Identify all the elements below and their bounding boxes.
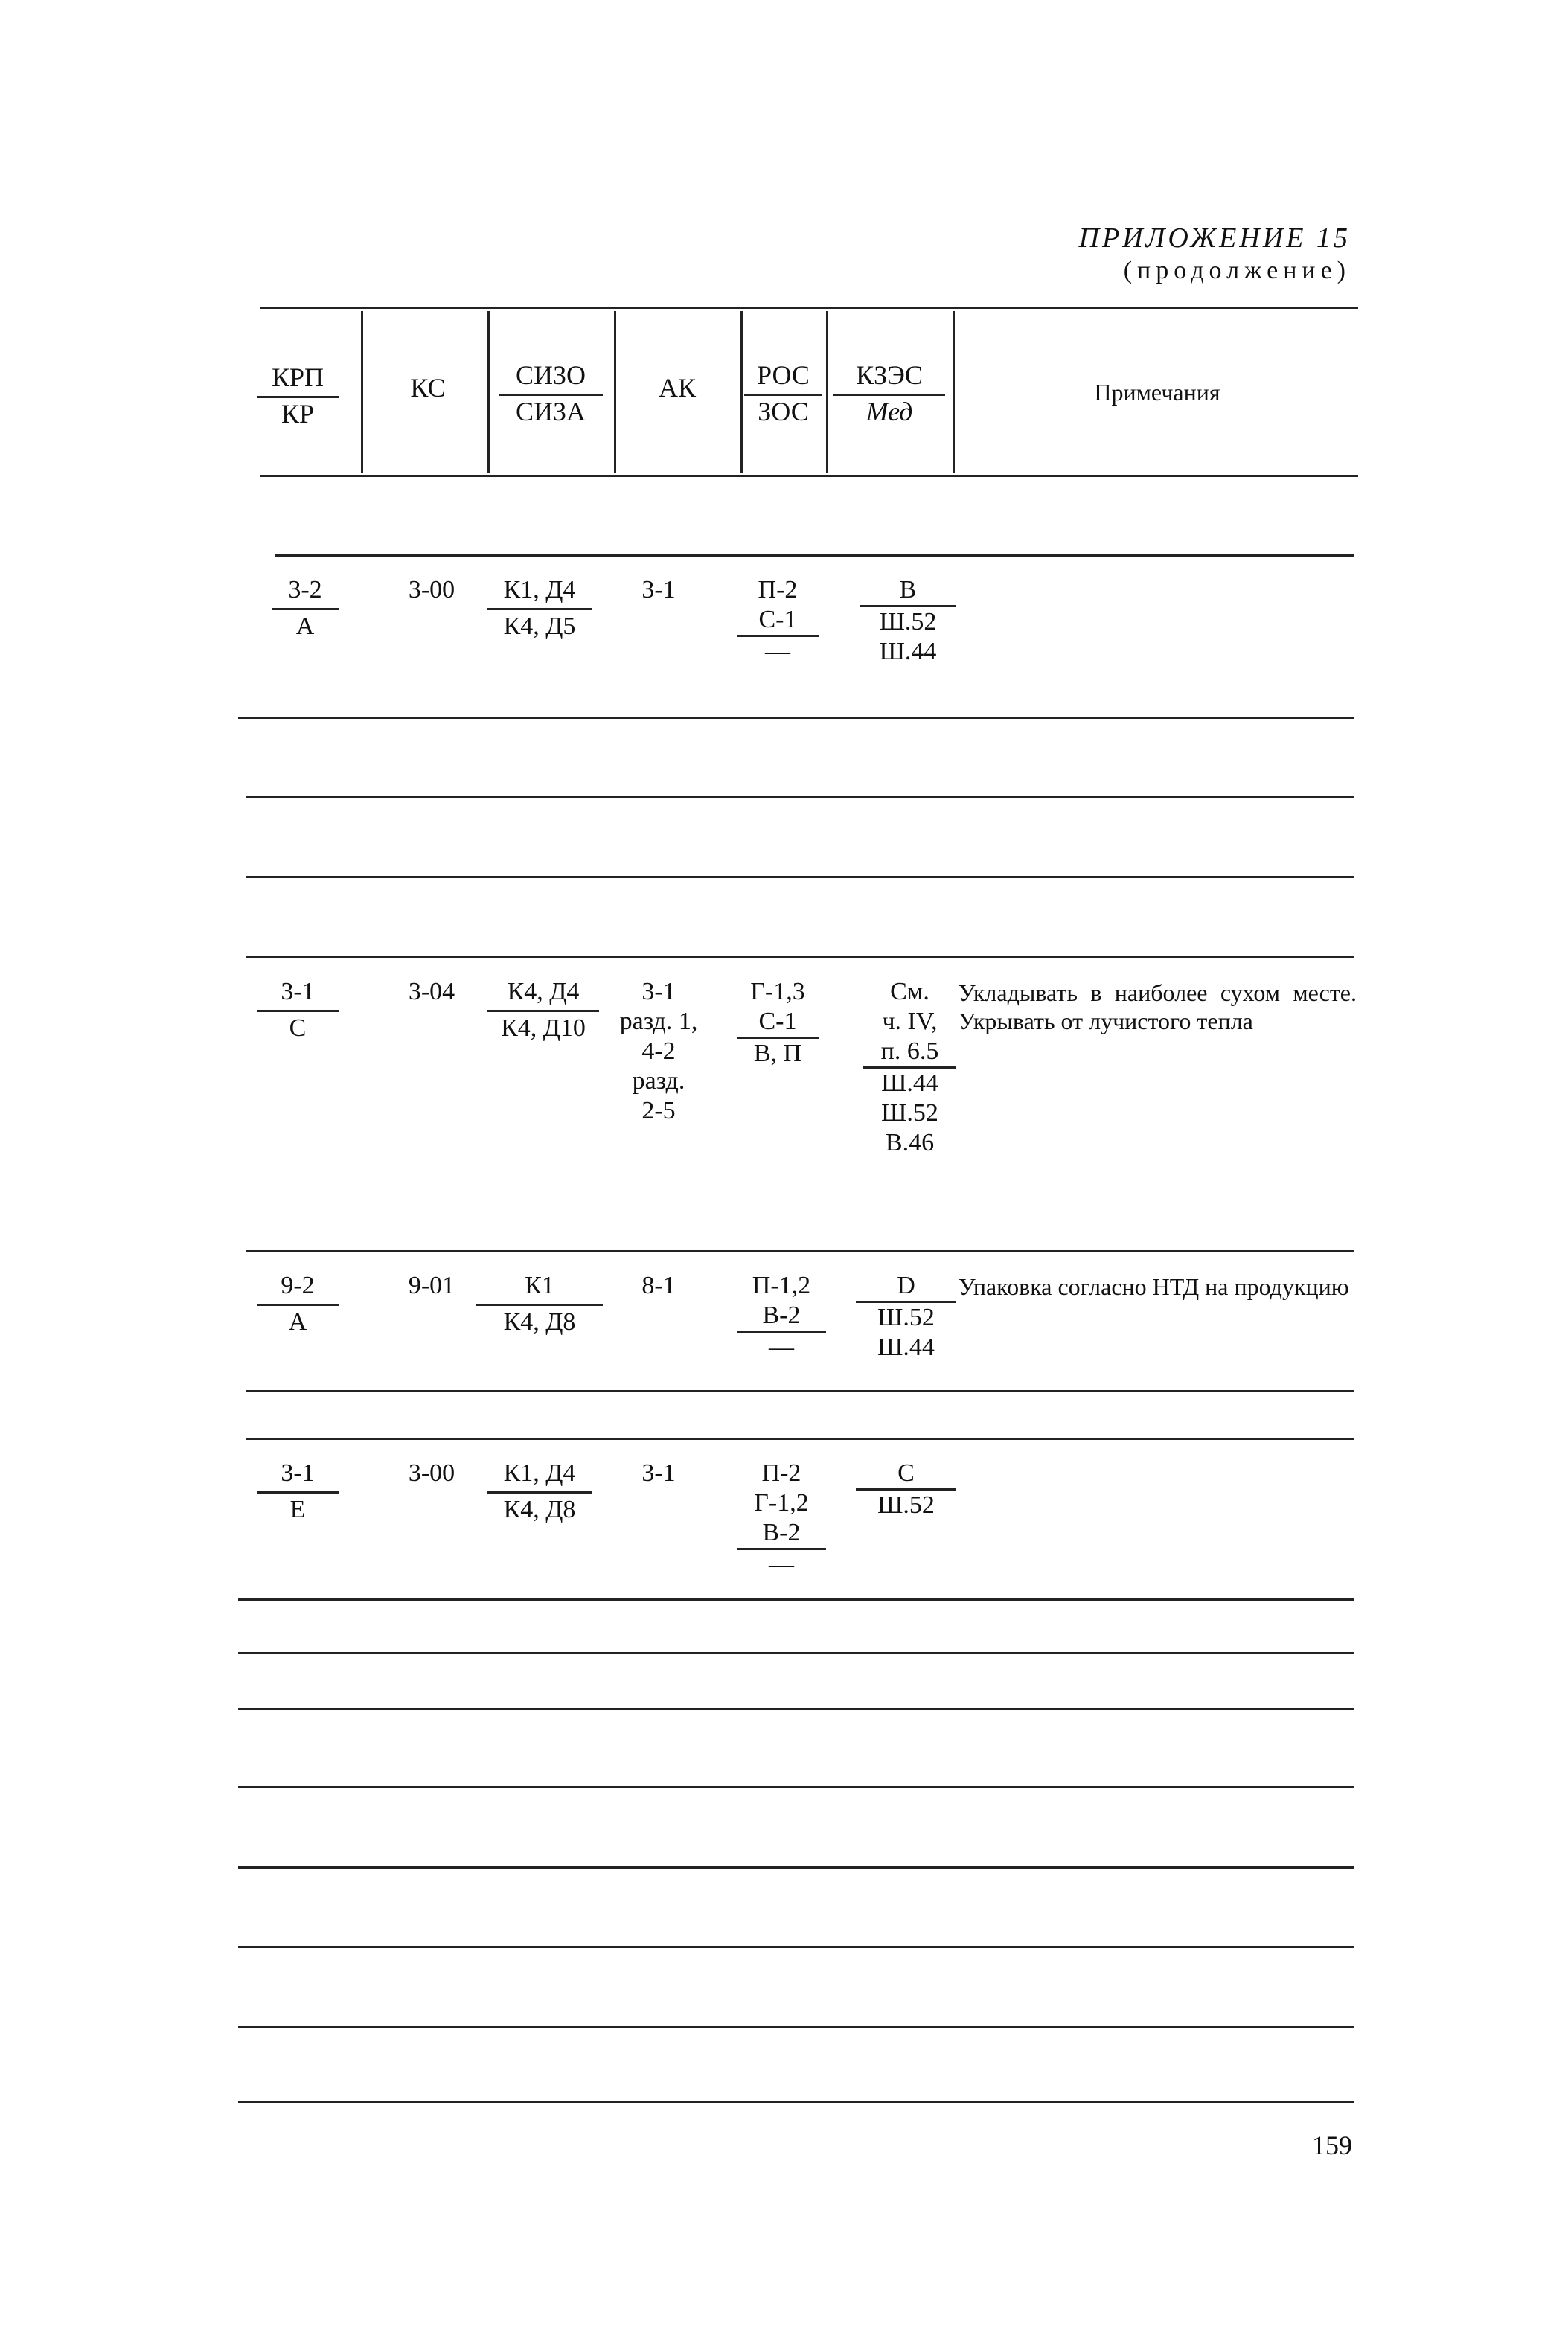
row3-sizo-bottom: К4, Д8 [503,1308,576,1336]
row2-kzes-line2: ч. IV, [882,1008,938,1035]
row1-krp [272,575,339,641]
row2-ks: 3-04 [408,978,455,1005]
row3-kzes-line2: Ш.52 [877,1304,935,1331]
row2-ros [737,977,819,1069]
row2-ros-line2: С-1 [737,1007,819,1039]
row3-ak: 8-1 [641,1272,676,1299]
row1-kzes [860,575,956,667]
page-number: 159 [1312,2131,1352,2160]
row1-ros [737,575,819,667]
row2-sizo [487,977,599,1043]
row4-ks: 3-00 [408,1459,455,1487]
row3-ros [737,1271,826,1363]
row-rule [246,876,1354,878]
row1-kzes-line3: Ш.44 [879,638,937,665]
row4-kzes [856,1459,956,1520]
row3-krp-bottom: А [288,1308,307,1336]
row1-krp-top: 3-2 [272,575,339,610]
row4-kzes-line2: Ш.52 [877,1491,935,1519]
row4-krp-top: 3-1 [257,1459,339,1494]
col-header-kzes [833,361,945,426]
col-header-ros [744,361,822,426]
row3-kzes [856,1271,956,1363]
row2-note: Укладывать в наиболее сухом месте. Укрывать от лучистого тепла [959,979,1357,1034]
row4-ros-line3: В-2 [737,1518,826,1550]
row2-sizo-bottom: К4, Д10 [501,1014,586,1042]
row-rule [246,1438,1354,1440]
row1-ros-line2: С-1 [737,605,819,637]
row-rule [246,1250,1354,1252]
table-top-rule [260,307,1358,309]
row3-kzes-line3: Ш.44 [877,1334,935,1361]
col-header-ros-top: РОС [744,361,822,396]
row1-krp-bottom: А [295,612,315,640]
row4-krp-bottom: Е [289,1496,306,1523]
table-header-bottom-rule [260,475,1358,477]
col-divider-4 [740,311,743,473]
row-rule [246,1390,1354,1392]
row2-kzes-line5: Ш.52 [881,1099,938,1127]
row2-ak-line3: 4-2 [641,1037,676,1065]
row4-ros-line1: П-2 [761,1459,801,1487]
row1-kzes-line1: В [860,575,956,607]
col-divider-5 [826,311,828,473]
row-rule [238,2101,1354,2103]
row2-krp-bottom: С [289,1014,307,1042]
row-rule [238,2026,1354,2028]
row3-ks: 9-01 [408,1272,455,1299]
col-header-krp [257,363,339,429]
appendix-subtitle: (продолжение) [1123,257,1351,284]
row4-sizo [487,1459,592,1525]
row-rule [238,1708,1354,1710]
row2-ak-line5: 2-5 [641,1097,676,1124]
col-header-sizo [499,361,603,426]
col-header-kzes-top: КЗЭС [833,361,945,396]
col-divider-2 [487,311,490,473]
col-header-krp-top: КРП [257,363,339,398]
row3-ros-line1: П-1,2 [752,1272,811,1299]
row4-kzes-line1: С [856,1459,956,1491]
row4-ros [737,1459,826,1580]
row2-kzes-line3: п. 6.5 [863,1037,956,1069]
col-header-ks: КС [410,373,446,403]
col-divider-6 [953,311,955,473]
row1-kzes-line2: Ш.52 [879,608,937,636]
row2-ros-line1: Г-1,3 [750,978,805,1005]
row2-ak [607,977,711,1126]
row-rule [238,1786,1354,1788]
col-header-sizo-bottom: СИЗА [515,396,586,426]
row2-ros-line3: В, П [753,1040,802,1067]
row2-sizo-top: К4, Д4 [487,977,599,1012]
row-rule [246,796,1354,798]
row3-sizo-top: К1 [476,1271,603,1306]
row2-ak-line4: разд. [632,1067,685,1095]
col-header-krp-bottom: КР [281,398,315,429]
row-rule [238,717,1354,719]
row4-ak: 3-1 [641,1459,676,1487]
row4-sizo-bottom: К4, Д8 [503,1496,576,1523]
row1-ks: 3-00 [408,576,455,604]
row2-kzes-line4: Ш.44 [881,1069,938,1097]
row4-sizo-top: К1, Д4 [487,1459,592,1494]
row3-note: Упаковка согласно НТД на продукцию [959,1273,1349,1300]
appendix-title: ПРИЛОЖЕНИЕ 15 [1078,223,1351,254]
row2-kzes-line6: В.46 [885,1129,935,1156]
row4-ros-line4: — [769,1551,794,1578]
row1-sizo-bottom: К4, Д5 [503,612,576,640]
row1-sizo [487,575,592,641]
row1-ros-line3: — [765,638,790,665]
row-rule [238,1598,1354,1601]
row3-krp-top: 9-2 [257,1271,339,1306]
row1-sizo-top: К1, Д4 [487,575,592,610]
row3-ros-line2: В-2 [737,1301,826,1333]
row-rule [238,1946,1354,1948]
col-header-sizo-top: СИЗО [499,361,603,396]
row-rule [238,1866,1354,1869]
col-header-ak: АК [658,373,696,403]
row3-krp [257,1271,339,1337]
row-rule [238,1652,1354,1654]
col-header-notes: Примечания [1094,379,1220,406]
col-header-ros-bottom: ЗОС [758,396,809,426]
row2-kzes-line1: См. [890,978,929,1005]
col-divider-3 [614,311,616,473]
row3-kzes-line1: D [856,1271,956,1303]
row-rule [246,956,1354,958]
row1-ak: 3-1 [641,576,676,604]
row2-kzes [863,977,956,1158]
row2-krp [257,977,339,1043]
row4-krp [257,1459,339,1525]
row-rule [275,554,1354,557]
row2-ak-line2: разд. 1, [619,1008,698,1035]
row4-ros-line2: Г-1,2 [754,1489,809,1517]
col-header-kzes-bottom: Мед [865,396,913,426]
row2-krp-top: 3-1 [257,977,339,1012]
col-divider-1 [361,311,363,473]
row2-ak-line1: 3-1 [641,978,676,1005]
row1-ros-line1: П-2 [758,576,798,604]
row3-sizo [476,1271,603,1337]
row3-ros-line3: — [769,1334,794,1361]
